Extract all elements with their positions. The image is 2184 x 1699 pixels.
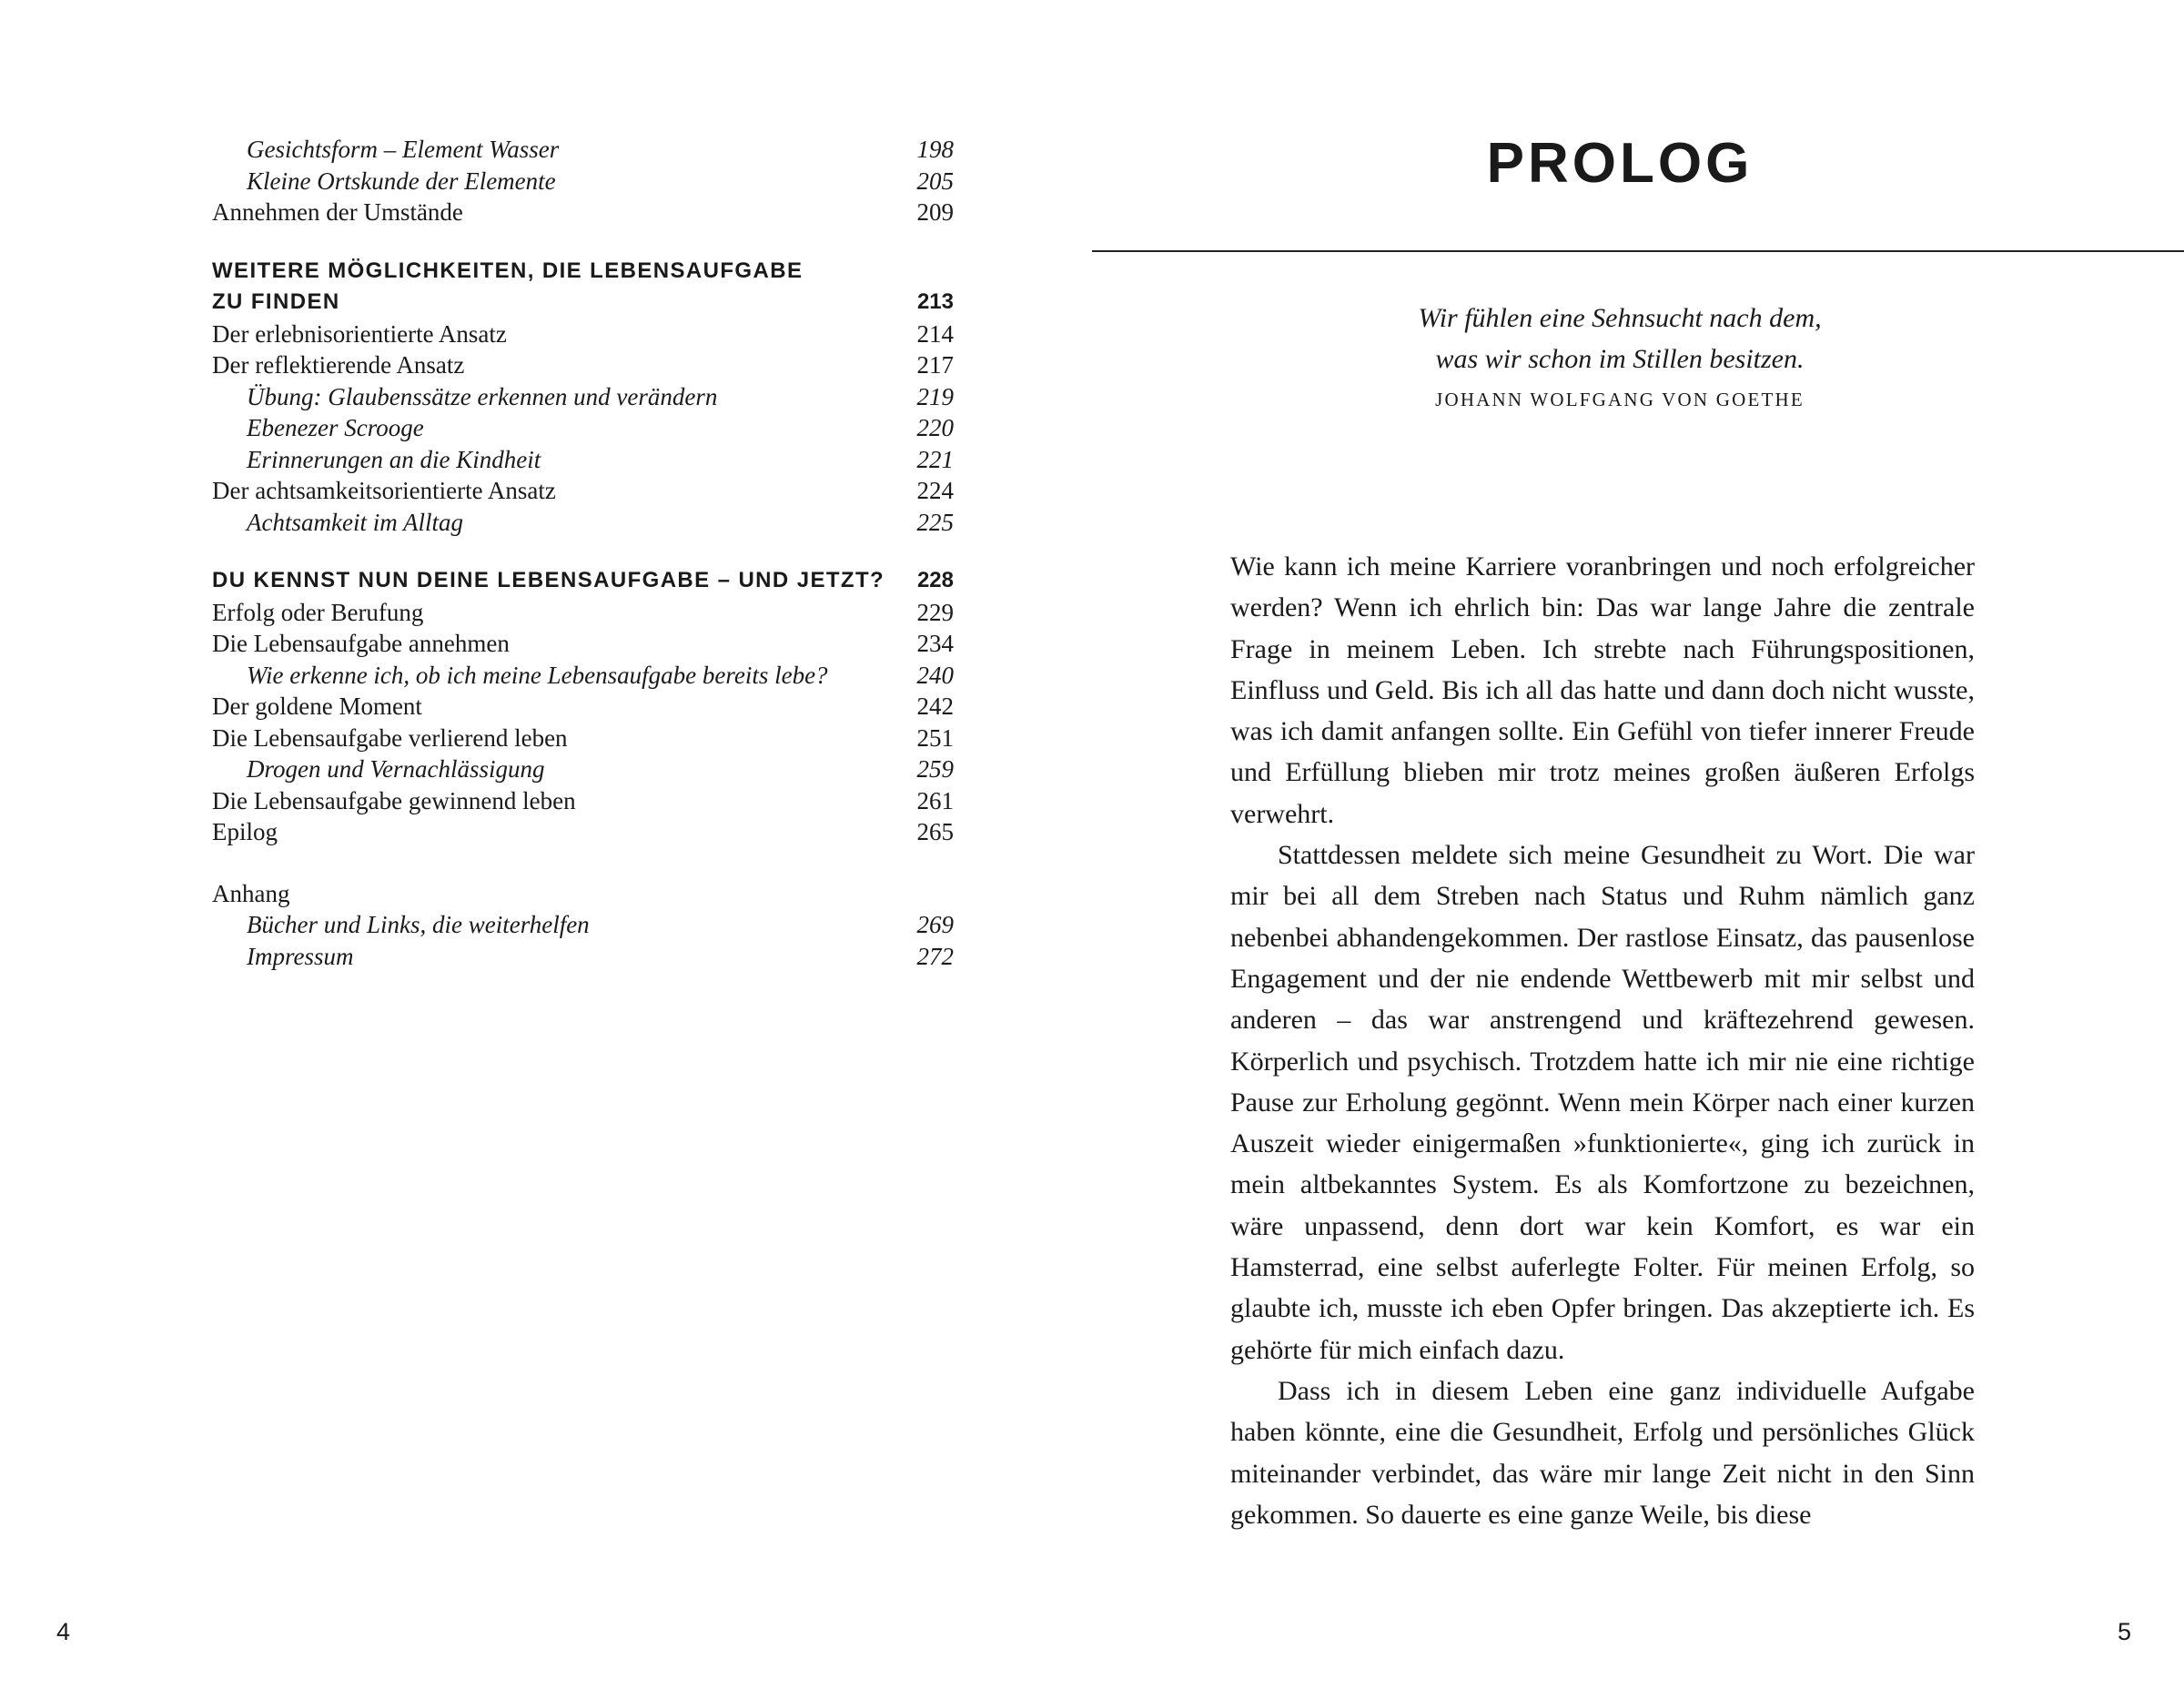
toc-chapter-page: 213 <box>916 289 954 314</box>
toc-entry-page: 220 <box>916 414 954 441</box>
toc-entry <box>212 660 954 692</box>
toc-entry-label: Anhang <box>212 879 290 907</box>
toc-entry-label: Erfolg oder Berufung <box>212 598 424 626</box>
toc-entry-page: 205 <box>916 167 954 195</box>
toc-chapter-heading <box>212 256 954 319</box>
toc-entry-page: 251 <box>916 723 954 752</box>
toc-entry-label: Impressum <box>247 942 354 970</box>
toc-entry-label: Der erlebnisorientierte Ansatz <box>212 319 507 348</box>
epigraph-line: Wir fühlen eine Sehnsucht nach dem, <box>1418 303 1822 333</box>
toc-entry-label: Wie erkenne ich, ob ich meine Lebensaufgabe bereits lebe? <box>247 661 828 689</box>
toc-entry-label: Die Lebensaufgabe annehmen <box>212 630 510 657</box>
toc-spacer <box>212 848 954 878</box>
toc-entry <box>212 134 954 166</box>
toc-chapter-title-line: WEITERE MÖGLICHKEITEN, DIE LEBENSAUFGABE <box>212 258 804 283</box>
toc-entry <box>212 628 954 660</box>
toc-entry <box>212 507 954 539</box>
toc-entry-label: Annehmen der Umstände <box>212 198 463 226</box>
toc-entry-label: Drogen und Vernachlässigung <box>247 755 545 783</box>
toc-chapter-heading <box>212 565 954 597</box>
body-text <box>1230 546 1975 1535</box>
epigraph <box>1092 298 2148 413</box>
toc-entry-label: Epilog <box>212 818 278 845</box>
toc-entry-label: Die Lebensaufgabe verlierend leben <box>212 723 568 752</box>
table-of-contents <box>212 134 954 972</box>
toc-entry-label: Die Lebensaufgabe gewinnend leben <box>212 786 576 814</box>
toc-entry-page: 198 <box>916 136 954 163</box>
toc-entry-page: 225 <box>916 508 954 536</box>
toc-entry <box>212 753 954 785</box>
toc-entry-label: Der goldene Moment <box>212 693 422 720</box>
toc-entry-page: 259 <box>916 755 954 783</box>
toc-entry-page: 265 <box>916 818 954 845</box>
toc-entry <box>212 691 954 723</box>
toc-entry-page: 217 <box>916 351 954 379</box>
toc-entry-label: Achtsamkeit im Alltag <box>247 508 463 536</box>
toc-entry <box>212 723 954 754</box>
toc-entry <box>212 597 954 629</box>
toc-entry-label: Bücher und Links, die weiterhelfen <box>247 911 590 938</box>
toc-chapter-title-line <box>212 287 954 319</box>
toc-entry-page: 214 <box>916 319 954 348</box>
page-number: 5 <box>2117 1618 2131 1645</box>
toc-entry <box>212 412 954 444</box>
chapter-title: PROLOG <box>1486 132 1754 195</box>
paragraph: Dass ich in diesem Leben eine ganz individuelle Aufgabe haben könnte, eine die Gesundheit, Erfolg und persönliches Glück miteinander verbindet, das wäre mir lange Zeit nicht in den Sinn gekommen. So dauerte es eine ganze Weile, bis diese <box>1230 1375 1975 1530</box>
toc-chapter-page: 228 <box>916 568 954 592</box>
toc-entry <box>212 909 954 941</box>
toc-entry-label: Übung: Glaubenssätze erkennen und verändern <box>247 382 718 410</box>
toc-entry-page: 209 <box>916 198 954 226</box>
toc-entry-page: 272 <box>916 942 954 970</box>
right-page <box>1092 0 2184 1699</box>
toc-chapter-title: DU KENNST NUN DEINE LEBENSAUFGABE – UND JETZT? <box>212 568 885 592</box>
toc-entry-page: 261 <box>916 786 954 814</box>
toc-entry-label: Der achtsamkeitsorientierte Ansatz <box>212 477 556 504</box>
toc-entry <box>212 878 954 910</box>
page-number: 4 <box>56 1618 71 1645</box>
toc-entry <box>212 475 954 507</box>
toc-entry-page: 269 <box>916 911 954 938</box>
toc-block <box>212 878 954 973</box>
toc-entry-page: 221 <box>916 445 954 473</box>
toc-block <box>212 319 954 539</box>
paragraph: Wie kann ich meine Karriere voranbringen und noch erfolgreicher werden? Wenn ich ehrlich bin: Das war lange Jahre die zentrale Frage in meinem Leben. Ich strebte nach Führungspositionen, Einfluss und Geld. Bis ich all das hatte und dann doch nicht wusste, was ich damit anfangen sollte. Ein Gefühl von tiefer innerer Freude und Erfüllung blieben mir trotz meines großen äußeren Erfolgs verwehrt. <box>1230 551 1975 829</box>
toc-entry-page: 234 <box>916 630 954 657</box>
toc-entry <box>212 941 954 973</box>
toc-entry <box>212 444 954 476</box>
toc-entry-label: Ebenezer Scrooge <box>247 414 424 441</box>
epigraph-line: was wir schon im Stillen besitzen. <box>1435 344 1805 374</box>
toc-entry <box>212 319 954 350</box>
toc-block <box>212 134 954 228</box>
toc-entry-page: 224 <box>916 477 954 504</box>
toc-entry-label: Der reflektierende Ansatz <box>212 351 465 379</box>
toc-entry <box>212 197 954 228</box>
toc-entry-label: Gesichtsform – Element Wasser <box>247 136 560 163</box>
toc-entry-label: Erinnerungen an die Kindheit <box>247 445 541 473</box>
toc-entry <box>212 166 954 197</box>
toc-entry <box>212 816 954 848</box>
toc-chapter-title: ZU FINDEN <box>212 289 340 314</box>
toc-entry-page: 240 <box>916 661 954 689</box>
paragraph: Stattdessen meldete sich meine Gesundheit zu Wort. Die war mir bei all dem Streben nach Status und Ruhm nämlich ganz nebenbei abhandengekommen. Der rastlose Einsatz, das pausenlose Engagement und der nie endende Wettbewerb mit mir selbst und anderen – das war anstrengend und kräftezehrend gewesen. Körperlich und psychisch. Trotzdem hatte ich mir nie eine richtige Pause zur Erholung gegönnt. Wenn mein Körper nach einer kurzen Auszeit wieder einigermaßen »funktionierte«, ging ich zurück in mein altbekanntes System. Es als Komfortzone zu bezeichnen, wäre unpassend, denn dort war kein Komfort, es war ein Hamsterrad, eine selbst auferlegte Folter. Für meinen Erfolg, so glaubte ich, musste ich eben Opfer bringen. Das akzeptierte ich. Es gehörte für mich einfach dazu. <box>1230 840 1975 1365</box>
epigraph-author: JOHANN WOLFGANG VON GOETHE <box>1435 389 1805 410</box>
toc-entry <box>212 785 954 817</box>
title-divider <box>1092 250 2184 252</box>
toc-entry <box>212 349 954 381</box>
toc-entry-page: 242 <box>916 693 954 720</box>
toc-entry-page: 219 <box>916 382 954 410</box>
toc-entry <box>212 381 954 413</box>
toc-chapter-title-line <box>212 565 954 597</box>
toc-entry-page: 229 <box>916 598 954 626</box>
toc-block <box>212 597 954 848</box>
toc-entry-label: Kleine Ortskunde der Elemente <box>247 167 556 195</box>
